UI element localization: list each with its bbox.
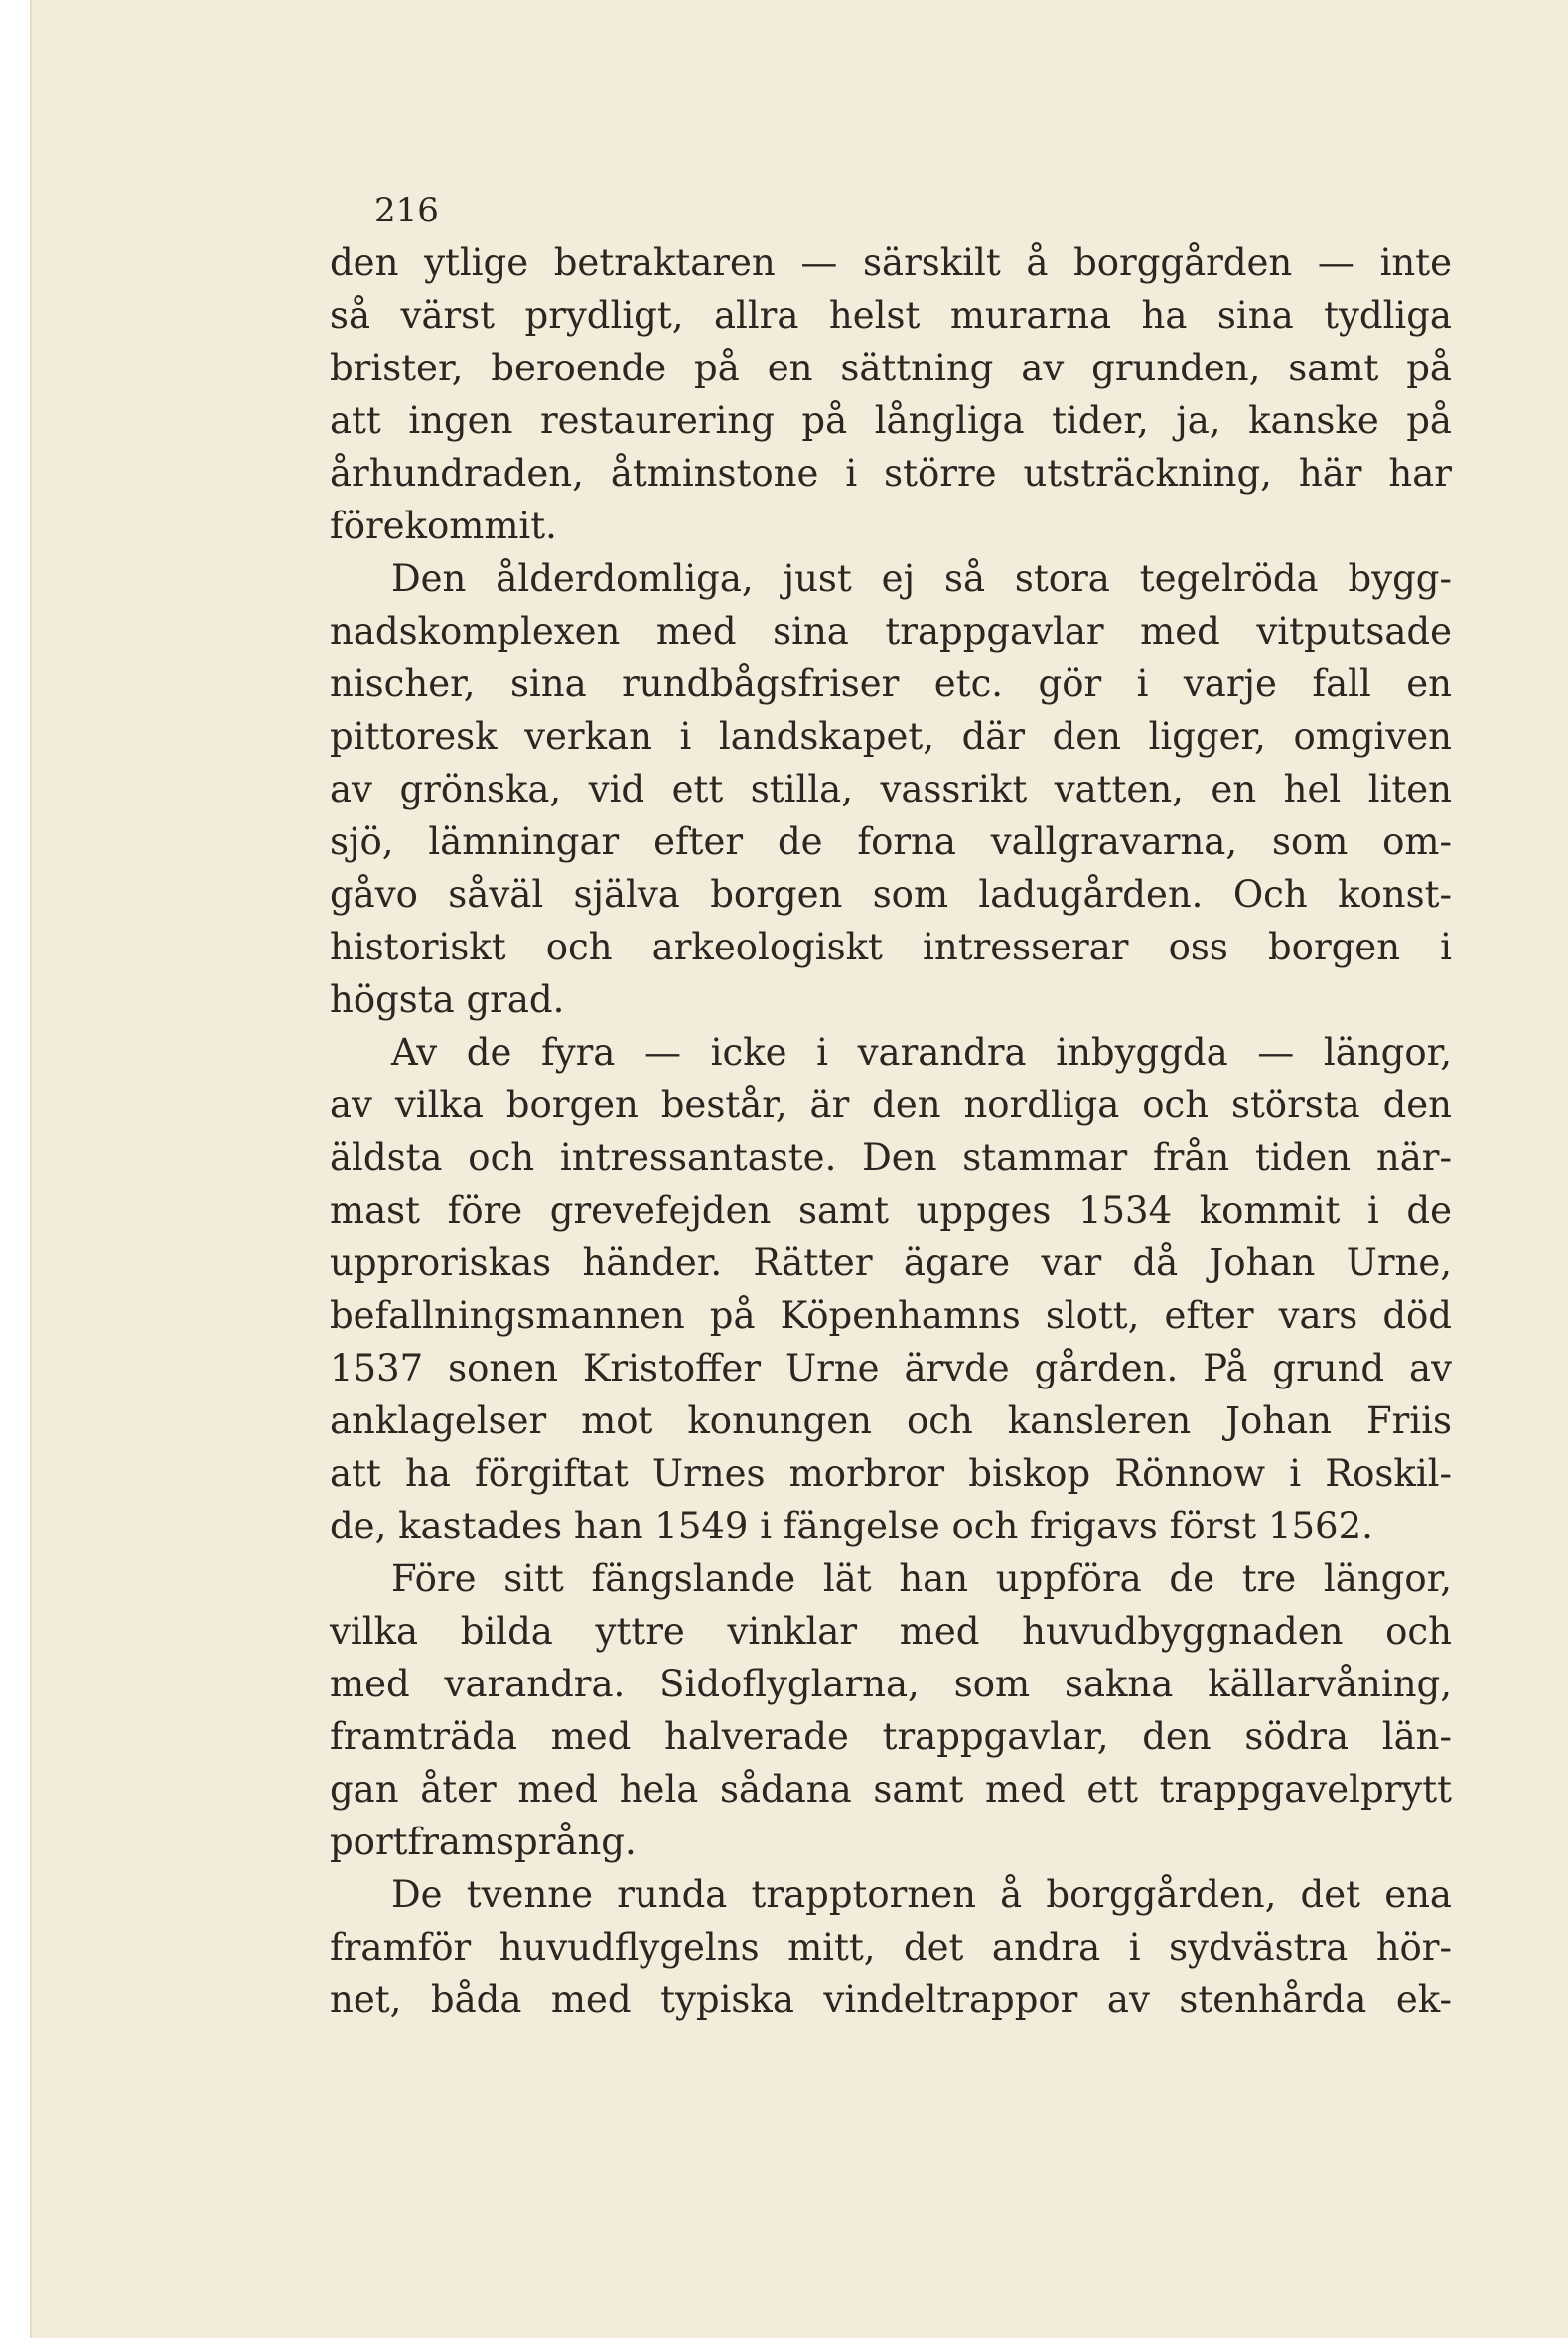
page-number: 216 [374, 191, 439, 230]
text-line: portframsprång. [330, 1821, 637, 1863]
text-line: äldsta och intressantaste. Den stammar från tiden när- [330, 1136, 1452, 1179]
text-line: sjö, lämningar efter de forna vallgravarna, som om- [330, 820, 1452, 863]
text-line: pittoresk verkan i landskapet, där den ligger, omgiven [330, 715, 1452, 758]
text-line: befallningsmannen på Köpenhamns slott, efter vars död [330, 1294, 1452, 1337]
book-page [30, 0, 1568, 2338]
text-line: framför huvudflygelns mitt, det andra i sydvästra hör- [330, 1926, 1452, 1969]
text-line: 1537 sonen Kristoffer Urne ärvde gården. På grund av [330, 1347, 1452, 1389]
paragraph [330, 1026, 1452, 1552]
text-line: Den ålderdomliga, just ej så stora tegelröda bygg- [391, 557, 1452, 600]
paragraph [330, 1552, 1452, 1868]
text-line: framträda med halverade trappgavlar, den södra län- [330, 1715, 1452, 1758]
body-text [330, 236, 1452, 2026]
text-line: Före sitt fängslande lät han uppföra de tre längor, [391, 1557, 1452, 1600]
text-line: Av de fyra — icke i varandra inbyggda — längor, [391, 1031, 1452, 1074]
text-line: net, båda med typiska vindeltrappor av stenhårda ek- [330, 1978, 1452, 2021]
text-line: nadskomplexen med sina trappgavlar med vitputsade [330, 610, 1452, 653]
text-line: historiskt och arkeologiskt intresserar oss borgen i [330, 926, 1452, 968]
text-line: av vilka borgen består, är den nordliga och största den [330, 1084, 1452, 1126]
text-line: att ha förgiftat Urnes morbror biskop Rönnow i Roskil- [330, 1452, 1452, 1495]
paragraph [330, 1868, 1452, 2026]
text-line: gåvo såväl själva borgen som ladugården. Och konst- [330, 873, 1452, 916]
paragraph [330, 552, 1452, 1026]
text-line: De tvenne runda trapptornen å borggården, det ena [391, 1873, 1452, 1916]
text-line: att ingen restaurering på långliga tider, ja, kanske på [330, 399, 1452, 442]
text-line: den ytlige betraktaren — särskilt å borggården — inte [330, 241, 1452, 284]
text-line: upproriskas händer. Rätter ägare var då Johan Urne, [330, 1242, 1452, 1284]
text-line: högsta grad. [330, 978, 565, 1021]
paragraph [330, 236, 1452, 552]
text-line: nischer, sina rundbågsfriser etc. gör i varje fall en [330, 662, 1452, 705]
text-line: med varandra. Sidoflyglarna, som sakna källarvåning, [330, 1663, 1452, 1705]
text-line: gan åter med hela sådana samt med ett trappgavelprytt [330, 1768, 1452, 1811]
text-line: så värst prydligt, allra helst murarna ha sina tydliga [330, 294, 1452, 337]
text-line: vilka bilda yttre vinklar med huvudbyggnaden och [330, 1610, 1452, 1653]
text-line: mast före grevefejden samt uppges 1534 kommit i de [330, 1189, 1452, 1232]
text-line: av grönska, vid ett stilla, vassrikt vatten, en hel liten [330, 768, 1452, 810]
text-line: brister, beroende på en sättning av grunden, samt på [330, 347, 1452, 389]
text-line: århundraden, åtminstone i större utsträckning, här har [330, 452, 1452, 495]
text-line: anklagelser mot konungen och kansleren Johan Friis [330, 1399, 1452, 1442]
text-line: förekommit. [330, 505, 557, 547]
text-line: de, kastades han 1549 i fängelse och frigavs först 1562. [330, 1505, 1373, 1547]
